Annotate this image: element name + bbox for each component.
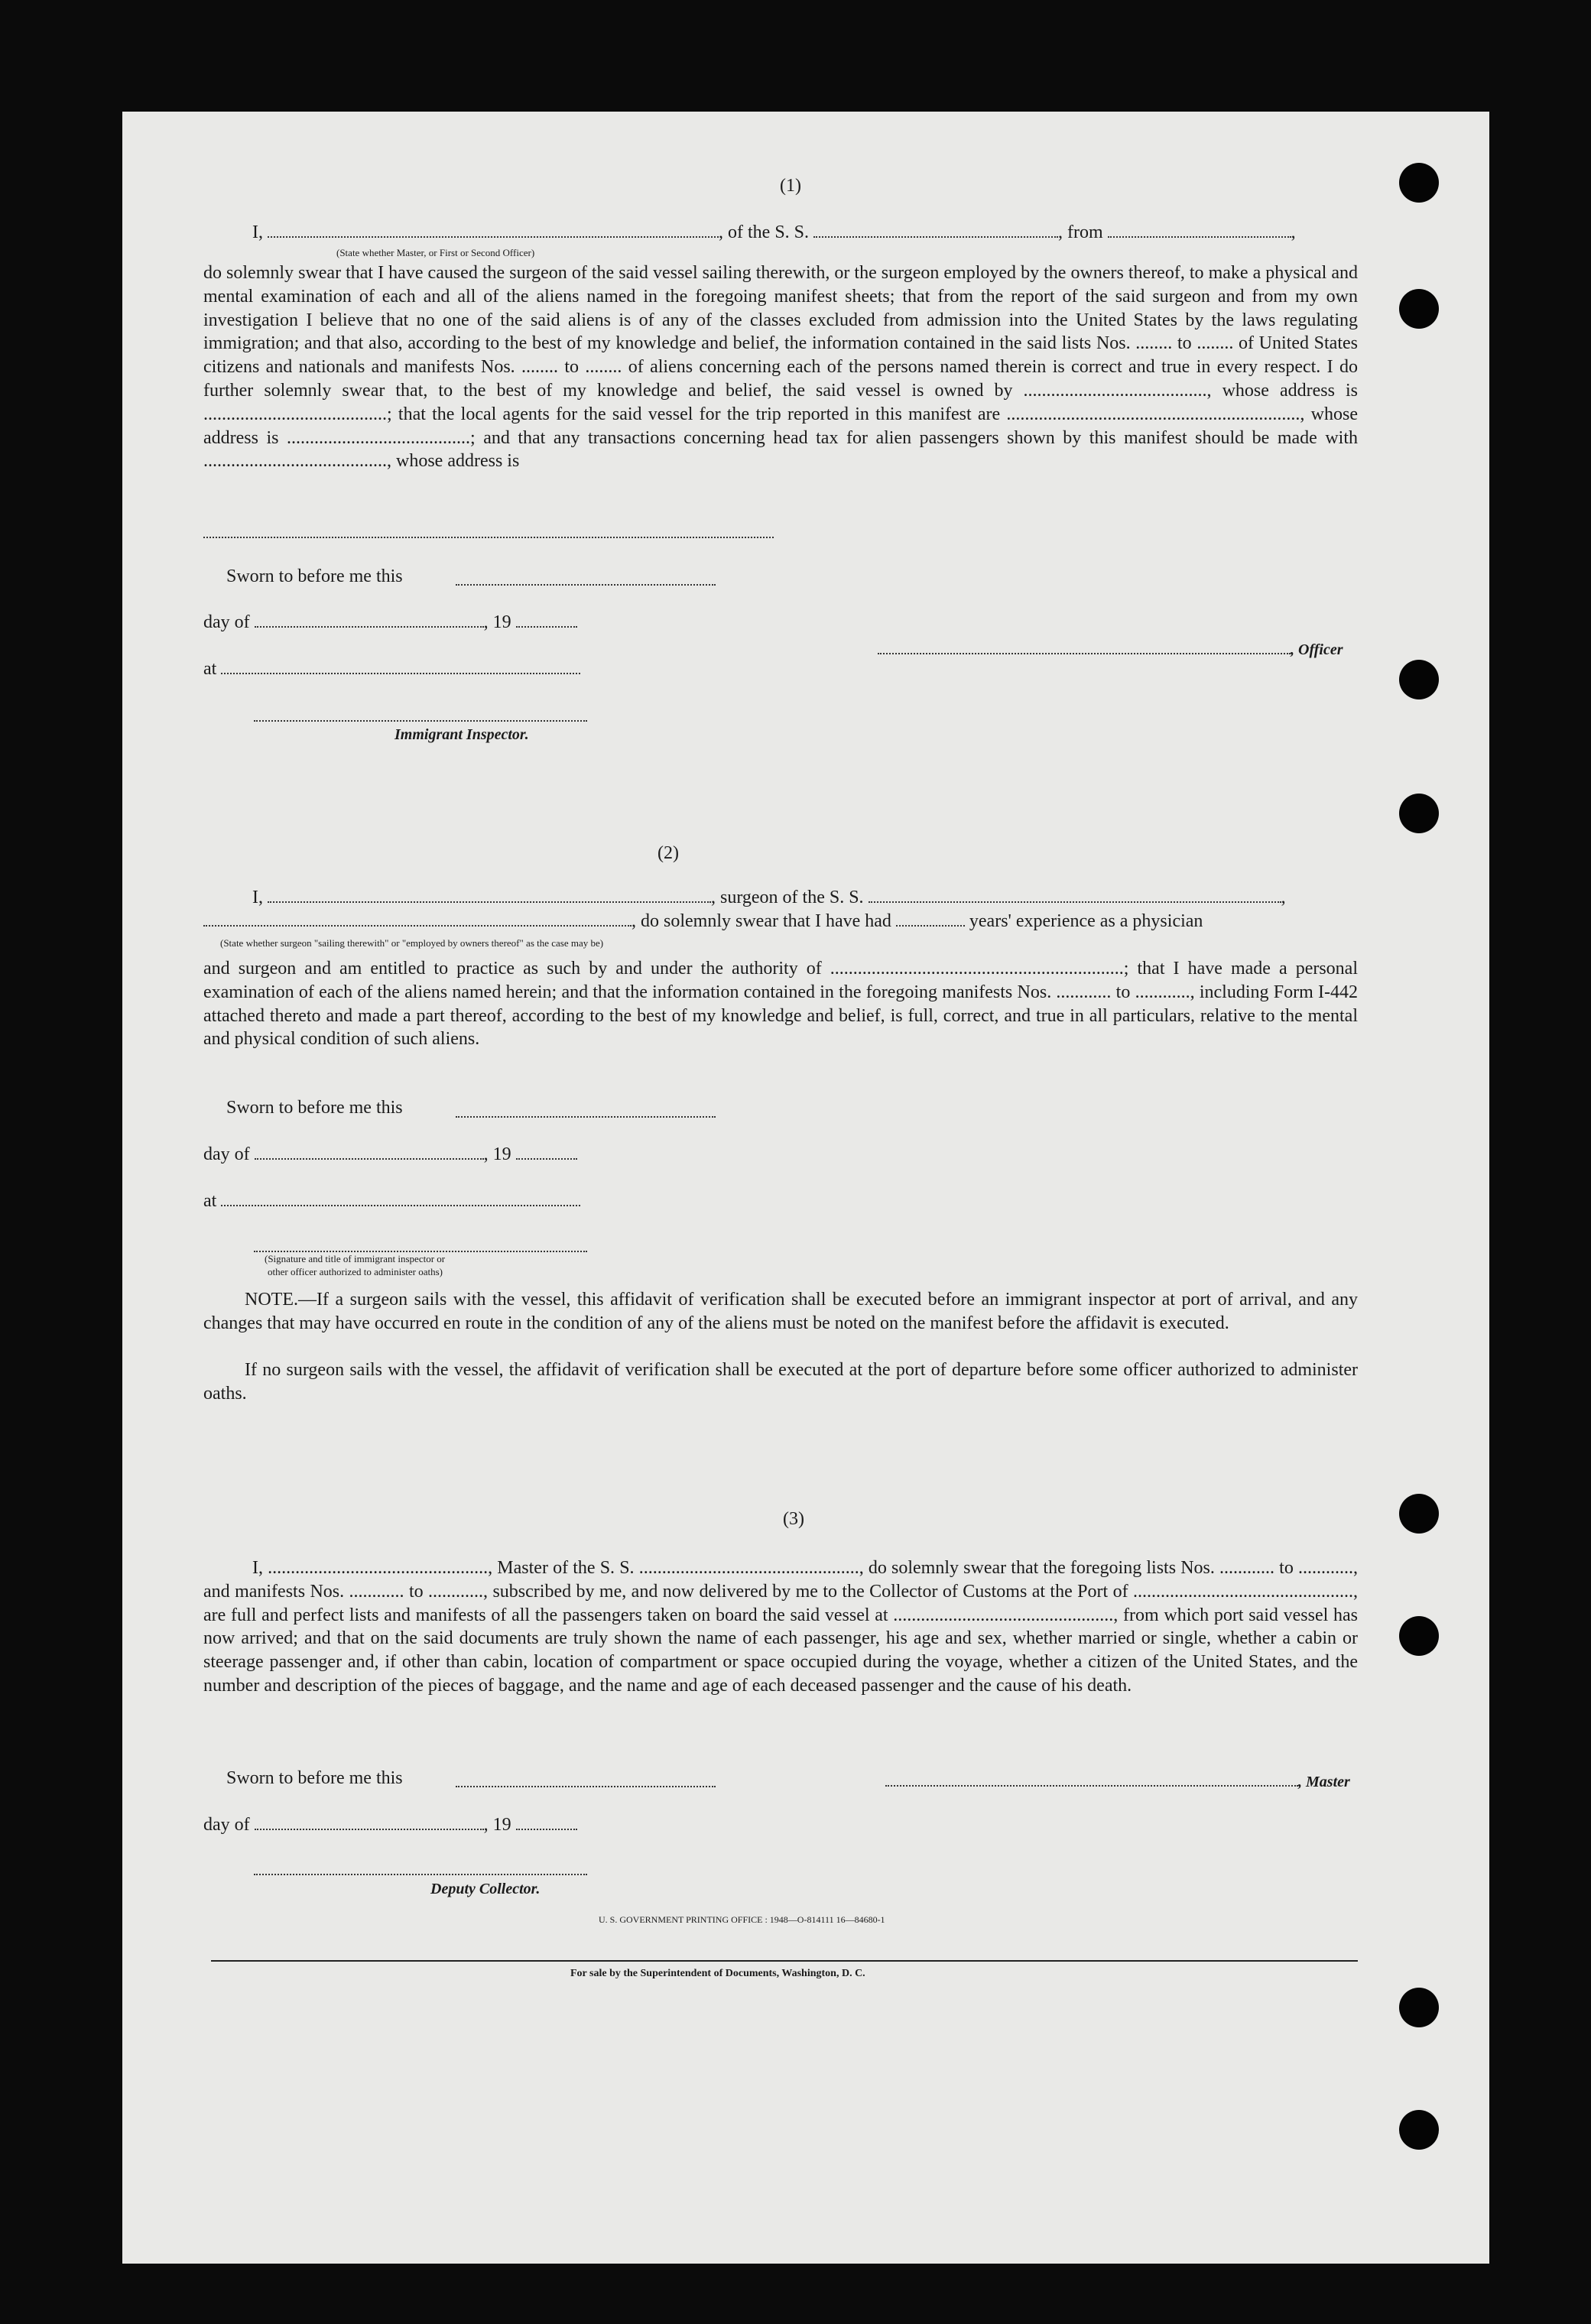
signature-caption-1: (Signature and title of immigrant inspector or bbox=[265, 1253, 446, 1264]
note-paragraph-1 bbox=[203, 1288, 1358, 1336]
day-of-line bbox=[203, 611, 577, 634]
year-field[interactable] bbox=[516, 612, 577, 628]
of-ss-label: , of the S. S. bbox=[719, 222, 810, 242]
i-label: I, bbox=[252, 222, 263, 242]
note-paragraph-2 bbox=[203, 1358, 1358, 1406]
punch-hole bbox=[1399, 1616, 1439, 1656]
day-of-line-2 bbox=[203, 1143, 577, 1166]
note-text: NOTE.—If a surgeon sails with the vessel, this affidavit of verification shall be executed before an immigrant inspector at port of arrival, and any changes that may have occurred en route in the condition of any of the aliens must be noted on the manifest before the affidavit is executed. bbox=[203, 1290, 1358, 1333]
at-field[interactable] bbox=[221, 659, 580, 674]
officer-name-field[interactable] bbox=[268, 222, 719, 238]
day-field-2[interactable] bbox=[255, 1144, 484, 1160]
sworn-label-3: Sworn to before me this bbox=[226, 1768, 403, 1788]
sworn-field-3[interactable] bbox=[456, 1772, 716, 1787]
master-label: , Master bbox=[1298, 1774, 1350, 1790]
officer-caption: (State whether Master, or First or Second Officer) bbox=[336, 247, 535, 258]
section-3-oath-text bbox=[203, 1556, 1358, 1698]
day-field-3[interactable] bbox=[255, 1815, 484, 1830]
for-sale-line: For sale by the Superintendent of Documents, Washington, D. C. bbox=[570, 1968, 865, 1979]
surgeon-name-field[interactable] bbox=[268, 888, 711, 903]
year-label: , 19 bbox=[483, 612, 511, 632]
day-of-label: day of bbox=[203, 612, 250, 632]
i-label: I, bbox=[252, 888, 263, 907]
immigrant-inspector-label: Immigrant Inspector. bbox=[395, 726, 529, 743]
divider bbox=[203, 537, 774, 538]
day-field[interactable] bbox=[255, 612, 484, 628]
from-label: , from bbox=[1058, 222, 1103, 242]
year-field-3[interactable] bbox=[516, 1815, 577, 1830]
sworn-label-2: Sworn to before me this bbox=[226, 1098, 403, 1118]
sworn-label: Sworn to before me this bbox=[226, 566, 403, 586]
officer-signature-field[interactable] bbox=[878, 639, 1291, 654]
master-signature-field[interactable] bbox=[885, 1771, 1298, 1787]
section-3-number: (3) bbox=[783, 1509, 804, 1529]
years-label: years' experience as a physician bbox=[969, 911, 1203, 931]
sworn-field-2[interactable] bbox=[456, 1102, 716, 1118]
form-page bbox=[122, 112, 1489, 2264]
surgeon-label: , surgeon of the S. S. bbox=[711, 888, 864, 907]
section-1-oath-text: do solemnly swear that I have caused the surgeon of the said vessel sailing therewith, or the surgeon employed by the owners thereof, to make a physical and mental examination of each and all of the aliens named in the foregoing manifest sheets; that from the report of the said surgeon and from my own investigation I believe that no one of the said aliens is of any of the classes excluded from admission into the United States by the laws regulating immigration; and that also, according to the best of my knowledge and belief, the information contained in the said lists Nos. ........ to ........ of United States citizens and nationals and manifests Nos. ........ to ........ of aliens concerning each of the persons named therein is correct and true in every respect. I do further solemnly swear that, to the best of my knowledge and belief, the said vessel is owned by ........................................, whose address is ........................................; that the local agents for the said vessel for the trip reported in this manifest are ................................................................, whose address is ........................................; and that any transactions concerning head tax for alien passengers shown by this manifest should be made with ........................................, whose address is bbox=[203, 263, 1358, 472]
punch-hole bbox=[1399, 2110, 1439, 2150]
at-label: at bbox=[203, 659, 217, 679]
master-signature-line bbox=[885, 1770, 1350, 1793]
at-line-2 bbox=[203, 1190, 580, 1212]
comma: , bbox=[1281, 888, 1286, 907]
comma: , bbox=[1291, 222, 1296, 242]
punch-hole bbox=[1399, 1988, 1439, 2027]
day-of-label: day of bbox=[203, 1815, 250, 1835]
from-port-field[interactable] bbox=[1108, 222, 1291, 238]
years-field[interactable] bbox=[896, 911, 965, 927]
surgeon-status-field[interactable] bbox=[203, 911, 632, 927]
sworn-field[interactable] bbox=[456, 570, 716, 586]
surgeon-caption: (State whether surgeon "sailing therewith" or "employed by owners thereof" as the case may be) bbox=[220, 937, 604, 949]
swear-label: , do solemnly swear that I have had bbox=[632, 911, 891, 931]
note-text-2: If no surgeon sails with the vessel, the affidavit of verification shall be executed at the port of departure before some officer authorized to administer oaths. bbox=[203, 1360, 1358, 1404]
at-label: at bbox=[203, 1191, 217, 1211]
inspector-signature-line-2[interactable] bbox=[254, 1251, 587, 1252]
day-of-label: day of bbox=[203, 1144, 250, 1164]
year-label: , 19 bbox=[483, 1815, 511, 1835]
officer-signature-line bbox=[878, 638, 1343, 661]
footer-rule bbox=[211, 1960, 1358, 1962]
punch-hole bbox=[1399, 794, 1439, 833]
deputy-collector-label: Deputy Collector. bbox=[430, 1881, 541, 1897]
surgeon-vessel-field[interactable] bbox=[869, 888, 1281, 903]
officer-label: , Officer bbox=[1291, 641, 1343, 658]
section-3-text: I, ................................................, Master of the S. S. ................................................, do solemnly swear that the foregoing lists Nos. ............ to ............, and manifests Nos. ............ to ............, subscribed by me, and now delivered by me to the Collector of Customs at the Port of ................................................, are full and perfect lists and manifests of all the passengers taken on board the said vessel at ................................................, from which port said vessel has now arrived; and that on the said documents are truly shown the name of each passenger, his age and sex, whether married or single, whether a cabin or steerage passenger and, if other than cabin, location of compartment or space occupied during the voyage, whether a citizen of the United States, and the number and description of the pieces of baggage, and the name and age of each deceased passenger and the cause of his death. bbox=[203, 1558, 1358, 1696]
punch-hole bbox=[1399, 289, 1439, 329]
punch-hole bbox=[1399, 660, 1439, 699]
year-label: , 19 bbox=[483, 1144, 511, 1164]
day-of-line-3 bbox=[203, 1813, 577, 1836]
section-2-number: (2) bbox=[658, 843, 679, 863]
section-2-oath-text: and surgeon and am entitled to practice as such by and under the authority of ................................................................; that I have made a personal examination of each of the aliens named herein; and that the information contained in the foregoing manifests Nos. ............ to ............, including Form I-442 attached thereto and made a part thereof, according to the best of my knowledge and belief, is full, correct, and true in all particulars, relative to the mental and physical condition of such aliens. bbox=[203, 959, 1358, 1050]
deputy-signature-line[interactable] bbox=[254, 1874, 587, 1875]
at-line bbox=[203, 657, 580, 680]
inspector-signature-line[interactable] bbox=[254, 720, 587, 722]
section-2-second-line bbox=[203, 910, 1203, 933]
signature-caption-2: other officer authorized to administer oaths) bbox=[268, 1266, 443, 1277]
section-1-first-line bbox=[252, 221, 1296, 244]
year-field-2[interactable] bbox=[516, 1144, 577, 1160]
printing-office-line: U. S. GOVERNMENT PRINTING OFFICE : 1948—O-814111 16—84680-1 bbox=[599, 1914, 885, 1925]
section-2-first-line bbox=[252, 886, 1286, 909]
vessel-name-field[interactable] bbox=[813, 222, 1058, 238]
section-1-number: (1) bbox=[780, 176, 801, 196]
at-field-2[interactable] bbox=[221, 1191, 580, 1206]
